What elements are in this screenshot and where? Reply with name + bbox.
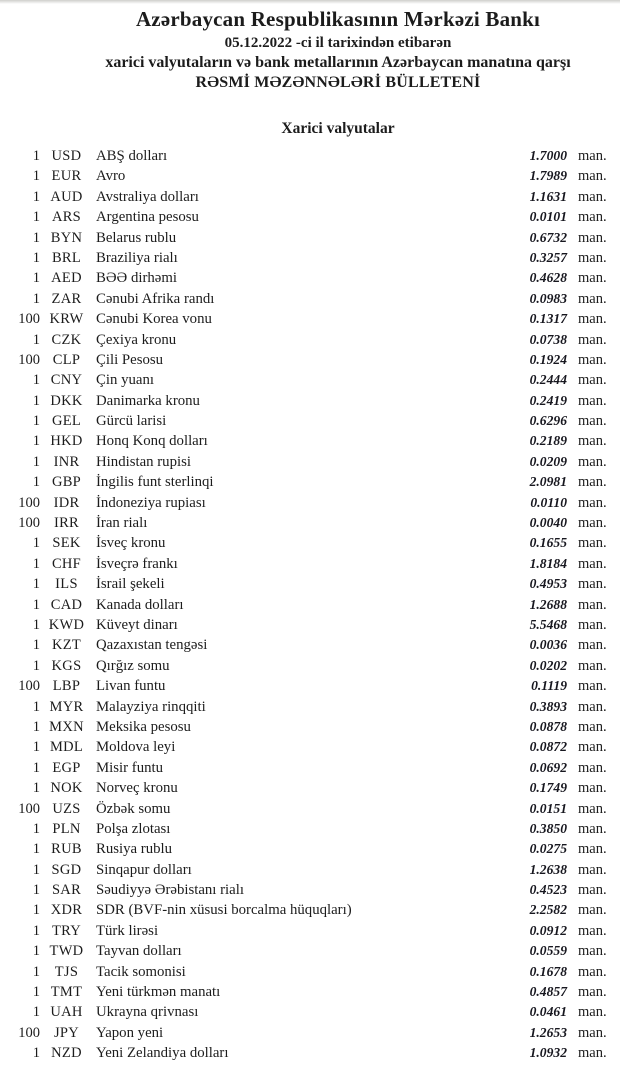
currency-code: CZK bbox=[51, 331, 82, 348]
rate-row bbox=[0, 697, 620, 717]
rate-unit-label: man. bbox=[578, 1004, 607, 1021]
currency-name: Rusiya rublu bbox=[96, 841, 173, 858]
rate-unit-label: man. bbox=[578, 596, 607, 613]
rate-unit-label: man. bbox=[578, 637, 607, 654]
rate-unit-label: man. bbox=[578, 882, 607, 899]
currency-quantity: 1 bbox=[32, 861, 40, 878]
currency-quantity: 1 bbox=[32, 657, 40, 674]
currency-name: Misir funtu bbox=[96, 759, 163, 776]
currency-quantity: 1 bbox=[32, 820, 40, 837]
currency-name: Yeni Zelandiya dolları bbox=[96, 1045, 229, 1062]
currency-name: Malayziya rinqqiti bbox=[96, 698, 206, 715]
currency-rate: 1.7000 bbox=[529, 148, 567, 163]
currency-code: CAD bbox=[50, 596, 83, 613]
currency-rate: 1.2653 bbox=[529, 1024, 567, 1040]
currency-rate: 1.0932 bbox=[529, 1045, 567, 1061]
currency-quantity: 1 bbox=[32, 739, 40, 756]
currency-rate: 0.0738 bbox=[529, 331, 567, 347]
currency-quantity: 1 bbox=[32, 984, 40, 1001]
currency-code: SGD bbox=[51, 861, 82, 878]
currency-code: CHF bbox=[51, 555, 82, 572]
currency-rate: 2.2582 bbox=[529, 902, 567, 918]
currency-code: KZT bbox=[51, 637, 82, 654]
rate-unit-label: man. bbox=[578, 453, 607, 470]
rate-row bbox=[0, 330, 620, 350]
currency-code: BYN bbox=[50, 229, 83, 246]
currency-rate: 2.0981 bbox=[529, 474, 567, 490]
rate-unit-label: man. bbox=[578, 963, 607, 980]
rate-row bbox=[0, 574, 620, 594]
currency-code: EGP bbox=[52, 759, 81, 776]
rate-row bbox=[0, 982, 620, 1002]
currency-rate: 0.2189 bbox=[529, 433, 567, 449]
rate-row bbox=[0, 921, 620, 941]
currency-name: Norveç kronu bbox=[96, 780, 178, 797]
rate-unit-label: man. bbox=[578, 576, 607, 593]
currency-name: Səudiyyə Ərəbistanı rialı bbox=[96, 882, 244, 899]
currency-code: SEK bbox=[52, 535, 81, 552]
rate-row bbox=[0, 1002, 620, 1022]
currency-rate: 0.3850 bbox=[529, 820, 567, 836]
currency-quantity: 1 bbox=[32, 535, 40, 552]
currency-rate: 0.0983 bbox=[529, 290, 567, 306]
rate-row bbox=[0, 533, 620, 553]
currency-code: ARS bbox=[51, 209, 82, 226]
rate-row bbox=[0, 717, 620, 737]
rate-unit-label: man. bbox=[578, 657, 607, 674]
rate-unit-label: man. bbox=[578, 678, 607, 695]
currency-code: MXN bbox=[49, 718, 84, 735]
rate-row bbox=[0, 370, 620, 390]
currency-rate: 0.1678 bbox=[529, 963, 567, 979]
currency-code: AED bbox=[51, 270, 82, 287]
currency-quantity: 1 bbox=[32, 453, 40, 470]
currency-name: Ukrayna qrivnası bbox=[96, 1004, 199, 1021]
currency-name: Belarus rublu bbox=[96, 229, 177, 246]
currency-code: MDL bbox=[49, 739, 84, 756]
currency-name: Çin yuanı bbox=[96, 372, 154, 389]
rate-row bbox=[0, 615, 620, 635]
currency-name: Kanada dolları bbox=[96, 596, 184, 613]
currency-rate: 0.0559 bbox=[529, 943, 567, 959]
currency-name: Sinqapur dolları bbox=[96, 861, 192, 878]
exchange-rates-list bbox=[0, 146, 620, 1064]
currency-quantity: 1 bbox=[32, 637, 40, 654]
currency-quantity: 1 bbox=[32, 1004, 40, 1021]
rate-row bbox=[0, 962, 620, 982]
bulletin-title: RƏSMİ MƏZƏNNƏLƏRİ BÜLLETENİ bbox=[195, 74, 481, 91]
currency-code: TWD bbox=[49, 943, 84, 960]
currency-name: İndoneziya rupiası bbox=[96, 494, 206, 511]
currency-rate: 0.1119 bbox=[531, 678, 567, 694]
currency-rate: 0.0202 bbox=[529, 657, 567, 673]
rate-row bbox=[0, 472, 620, 492]
rate-row bbox=[0, 493, 620, 513]
currency-name: Yapon yeni bbox=[96, 1024, 164, 1041]
currency-name: Livan funtu bbox=[96, 678, 166, 695]
currency-rate: 0.1317 bbox=[529, 311, 567, 327]
currency-code: LBP bbox=[52, 678, 81, 695]
currency-rate: 1.2638 bbox=[529, 861, 567, 877]
currency-quantity: 1 bbox=[32, 249, 40, 266]
rate-row bbox=[0, 513, 620, 533]
rate-unit-label: man. bbox=[578, 535, 607, 552]
rate-row bbox=[0, 187, 620, 207]
rate-row bbox=[0, 268, 620, 288]
currency-quantity: 1 bbox=[32, 922, 40, 939]
rate-unit-label: man. bbox=[578, 413, 607, 430]
rate-unit-label: man. bbox=[578, 902, 607, 919]
currency-name: Avro bbox=[96, 168, 126, 185]
rate-row bbox=[0, 941, 620, 961]
currency-rate: 0.3893 bbox=[529, 698, 567, 714]
rate-unit-label: man. bbox=[578, 290, 607, 307]
currency-quantity: 100 bbox=[18, 494, 40, 511]
currency-rate: 0.0110 bbox=[530, 494, 567, 510]
currency-code: PLN bbox=[52, 820, 81, 837]
rate-row bbox=[0, 900, 620, 920]
section-title-foreign-currencies: Xarici valyutalar bbox=[281, 120, 395, 137]
currency-name: Cənubi Afrika randı bbox=[96, 290, 215, 307]
rate-unit-label: man. bbox=[578, 249, 607, 266]
currency-code: ILS bbox=[55, 576, 78, 593]
rate-row bbox=[0, 289, 620, 309]
currency-quantity: 1 bbox=[32, 229, 40, 246]
rate-row bbox=[0, 676, 620, 696]
rate-row bbox=[0, 778, 620, 798]
currency-name: Danimarka kronu bbox=[96, 392, 200, 409]
rate-row bbox=[0, 391, 620, 411]
rate-unit-label: man. bbox=[578, 372, 607, 389]
currency-quantity: 1 bbox=[32, 413, 40, 430]
currency-rate: 0.0040 bbox=[529, 515, 567, 531]
rate-row bbox=[0, 860, 620, 880]
currency-rate: 0.2419 bbox=[529, 392, 567, 408]
currency-rate: 0.0151 bbox=[529, 800, 567, 816]
currency-code: JPY bbox=[53, 1024, 80, 1041]
currency-code: MYR bbox=[49, 698, 84, 715]
currency-rate: 0.4628 bbox=[529, 270, 567, 286]
bank-name-title: Azərbaycan Respublikasının Mərkəzi Bankı bbox=[135, 7, 541, 31]
rate-row bbox=[0, 656, 620, 676]
rate-row bbox=[0, 799, 620, 819]
currency-rate: 5.5468 bbox=[529, 616, 567, 632]
currency-rate: 0.2444 bbox=[529, 372, 567, 388]
currency-rate: 0.1749 bbox=[529, 780, 567, 796]
currency-quantity: 1 bbox=[32, 576, 40, 593]
currency-code: KGS bbox=[51, 657, 82, 674]
rate-row bbox=[0, 248, 620, 268]
rate-row bbox=[0, 635, 620, 655]
currency-name: Küveyt dinarı bbox=[96, 616, 178, 633]
currency-quantity: 100 bbox=[18, 311, 40, 328]
currency-code: CNY bbox=[50, 372, 83, 389]
rate-unit-label: man. bbox=[578, 800, 607, 817]
currency-name: Braziliya rialı bbox=[96, 249, 178, 266]
currency-code: TJS bbox=[54, 963, 79, 980]
currency-rate: 0.0692 bbox=[529, 759, 567, 775]
currency-quantity: 1 bbox=[32, 148, 40, 164]
rate-row bbox=[0, 350, 620, 370]
currency-rate: 0.0209 bbox=[529, 453, 567, 469]
bulletin-header bbox=[56, 6, 620, 93]
currency-quantity: 1 bbox=[32, 188, 40, 205]
currency-rate: 0.4523 bbox=[529, 882, 567, 898]
rate-unit-label: man. bbox=[578, 148, 607, 164]
currency-code: USD bbox=[51, 148, 82, 164]
rate-unit-label: man. bbox=[578, 168, 607, 185]
rate-unit-label: man. bbox=[578, 331, 607, 348]
currency-name: Çili Pesosu bbox=[96, 351, 164, 368]
currency-rate: 0.0036 bbox=[529, 637, 567, 653]
rate-row bbox=[0, 1023, 620, 1043]
rate-row bbox=[0, 452, 620, 472]
currency-rate: 1.1631 bbox=[529, 188, 567, 204]
currency-code: NOK bbox=[50, 780, 83, 797]
currency-rate: 0.0878 bbox=[529, 718, 567, 734]
currency-code: UAH bbox=[50, 1004, 83, 1021]
currency-quantity: 1 bbox=[32, 372, 40, 389]
rate-row bbox=[0, 758, 620, 778]
rate-row bbox=[0, 309, 620, 329]
currency-name: Moldova leyi bbox=[96, 739, 176, 756]
currency-name: Tayvan dolları bbox=[96, 943, 182, 960]
currency-code: DKK bbox=[50, 392, 83, 409]
currency-code: GBP bbox=[51, 474, 82, 491]
rate-row bbox=[0, 839, 620, 859]
currency-code: GEL bbox=[51, 413, 82, 430]
currency-quantity: 1 bbox=[32, 555, 40, 572]
currency-rate: 0.0461 bbox=[529, 1004, 567, 1020]
currency-code: SAR bbox=[51, 882, 82, 899]
currency-quantity: 1 bbox=[32, 902, 40, 919]
currency-quantity: 1 bbox=[32, 963, 40, 980]
currency-code: UZS bbox=[52, 800, 81, 817]
effective-date-line: 05.12.2022 -ci il tarixindən etibarən bbox=[224, 35, 452, 51]
currency-quantity: 1 bbox=[32, 331, 40, 348]
currency-quantity: 1 bbox=[32, 290, 40, 307]
rate-unit-label: man. bbox=[578, 474, 607, 491]
rate-unit-label: man. bbox=[578, 943, 607, 960]
rate-unit-label: man. bbox=[578, 351, 607, 368]
rate-row bbox=[0, 146, 620, 166]
currency-name: Yeni türkmən manatı bbox=[96, 984, 221, 1001]
rate-unit-label: man. bbox=[578, 1045, 607, 1062]
currency-name: Türk lirəsi bbox=[96, 922, 159, 939]
currency-quantity: 1 bbox=[32, 616, 40, 633]
currency-name: Polşa zlotası bbox=[96, 820, 171, 837]
currency-rate: 0.4857 bbox=[529, 984, 567, 1000]
rate-row bbox=[0, 737, 620, 757]
currency-code: IDR bbox=[53, 494, 80, 511]
currency-name: İsveçrə frankı bbox=[96, 555, 178, 572]
rate-unit-label: man. bbox=[578, 984, 607, 1001]
rate-unit-label: man. bbox=[578, 922, 607, 939]
rate-unit-label: man. bbox=[578, 718, 607, 735]
rate-unit-label: man. bbox=[578, 616, 607, 633]
rate-row bbox=[0, 819, 620, 839]
currency-name: Qazaxıstan tengəsi bbox=[96, 637, 208, 654]
currency-name: Gürcü larisi bbox=[96, 413, 167, 430]
rate-row bbox=[0, 207, 620, 227]
currency-code: INR bbox=[53, 453, 80, 470]
rate-row bbox=[0, 431, 620, 451]
rate-unit-label: man. bbox=[578, 555, 607, 572]
currency-rate: 1.8184 bbox=[529, 555, 567, 571]
currency-rate: 0.0912 bbox=[529, 922, 567, 938]
currency-code: TMT bbox=[50, 984, 83, 1001]
rate-row bbox=[0, 411, 620, 431]
currency-code: KRW bbox=[49, 311, 84, 328]
currency-name: SDR (BVF-nin xüsusi borcalma hüquqları) bbox=[96, 902, 352, 919]
currency-quantity: 100 bbox=[18, 800, 40, 817]
currency-rate: 0.0275 bbox=[529, 841, 567, 857]
currency-quantity: 1 bbox=[32, 1045, 40, 1062]
currency-quantity: 100 bbox=[18, 1024, 40, 1041]
currency-quantity: 1 bbox=[32, 392, 40, 409]
currency-name: İngilis funt sterlinqi bbox=[96, 474, 214, 491]
rate-unit-label: man. bbox=[578, 494, 607, 511]
currency-code: HKD bbox=[50, 433, 83, 450]
currency-quantity: 1 bbox=[32, 168, 40, 185]
currency-code: NZD bbox=[51, 1045, 82, 1062]
currency-name: ABŞ dolları bbox=[96, 148, 168, 164]
currency-rate: 0.3257 bbox=[529, 249, 567, 265]
currency-quantity: 1 bbox=[32, 596, 40, 613]
currency-name: İsveç kronu bbox=[96, 535, 166, 552]
rate-row bbox=[0, 595, 620, 615]
currency-name: Özbək somu bbox=[96, 800, 171, 817]
currency-quantity: 1 bbox=[32, 943, 40, 960]
rate-unit-label: man. bbox=[578, 698, 607, 715]
rate-row bbox=[0, 228, 620, 248]
currency-name: BƏƏ dirhəmi bbox=[96, 270, 177, 287]
rate-unit-label: man. bbox=[578, 820, 607, 837]
currency-rate: 0.4953 bbox=[529, 576, 567, 592]
currency-name: Cənubi Korea vonu bbox=[96, 311, 212, 328]
rate-unit-label: man. bbox=[578, 780, 607, 797]
rate-unit-label: man. bbox=[578, 759, 607, 776]
currency-rate: 0.0101 bbox=[529, 209, 567, 225]
rate-row bbox=[0, 554, 620, 574]
rate-row bbox=[0, 166, 620, 186]
currency-quantity: 1 bbox=[32, 759, 40, 776]
rate-row bbox=[0, 1043, 620, 1063]
currency-name: Avstraliya dolları bbox=[96, 188, 199, 205]
currency-name: Çexiya kronu bbox=[96, 331, 177, 348]
currency-rate: 0.6296 bbox=[529, 413, 567, 429]
currency-quantity: 100 bbox=[18, 678, 40, 695]
currency-rate: 0.1924 bbox=[529, 351, 567, 367]
currency-rate: 1.2688 bbox=[529, 596, 567, 612]
currency-code: ZAR bbox=[51, 290, 82, 307]
rate-unit-label: man. bbox=[578, 841, 607, 858]
rate-unit-label: man. bbox=[578, 311, 607, 328]
rate-unit-label: man. bbox=[578, 739, 607, 756]
currency-quantity: 1 bbox=[32, 433, 40, 450]
currency-code: BRL bbox=[51, 249, 82, 266]
rate-unit-label: man. bbox=[578, 209, 607, 226]
currency-quantity: 1 bbox=[32, 270, 40, 287]
currency-quantity: 1 bbox=[32, 780, 40, 797]
currency-quantity: 100 bbox=[18, 351, 40, 368]
currency-quantity: 1 bbox=[32, 841, 40, 858]
currency-name: Qırğız somu bbox=[96, 657, 170, 674]
currency-code: EUR bbox=[51, 168, 82, 185]
currency-name: Argentina pesosu bbox=[96, 209, 199, 226]
rate-row bbox=[0, 880, 620, 900]
rate-unit-label: man. bbox=[578, 188, 607, 205]
currency-name: Meksika pesosu bbox=[96, 718, 191, 735]
currency-quantity: 100 bbox=[18, 515, 40, 532]
currency-code: XDR bbox=[50, 902, 83, 919]
currency-code: RUB bbox=[51, 841, 82, 858]
currency-name: İsrail şekeli bbox=[96, 576, 165, 593]
rate-unit-label: man. bbox=[578, 515, 607, 532]
rate-unit-label: man. bbox=[578, 270, 607, 287]
currency-quantity: 1 bbox=[32, 474, 40, 491]
rate-unit-label: man. bbox=[578, 861, 607, 878]
currency-code: IRR bbox=[53, 515, 80, 532]
currency-rate: 0.6732 bbox=[529, 229, 567, 245]
rate-unit-label: man. bbox=[578, 392, 607, 409]
rate-unit-label: man. bbox=[578, 1024, 607, 1041]
currency-quantity: 1 bbox=[32, 882, 40, 899]
currency-name: Hindistan rupisi bbox=[96, 453, 191, 470]
currency-code: CLP bbox=[52, 351, 81, 368]
currency-rate: 0.1655 bbox=[529, 535, 567, 551]
currency-name: İran rialı bbox=[96, 515, 148, 532]
bulletin-subtitle: xarici valyutaların və bank metallarının Azərbaycan manatına qarşı bbox=[105, 54, 571, 71]
currency-quantity: 1 bbox=[32, 718, 40, 735]
rate-unit-label: man. bbox=[578, 229, 607, 246]
currency-rate: 0.0872 bbox=[529, 739, 567, 755]
currency-rate: 1.7989 bbox=[529, 168, 567, 184]
currency-code: AUD bbox=[50, 188, 83, 205]
currency-quantity: 1 bbox=[32, 209, 40, 226]
currency-code: TRY bbox=[51, 922, 82, 939]
currency-quantity: 1 bbox=[32, 698, 40, 715]
currency-name: Honq Konq dolları bbox=[96, 433, 208, 450]
currency-name: Tacik somonisi bbox=[96, 963, 186, 980]
currency-code: KWD bbox=[48, 616, 85, 633]
rate-unit-label: man. bbox=[578, 433, 607, 450]
